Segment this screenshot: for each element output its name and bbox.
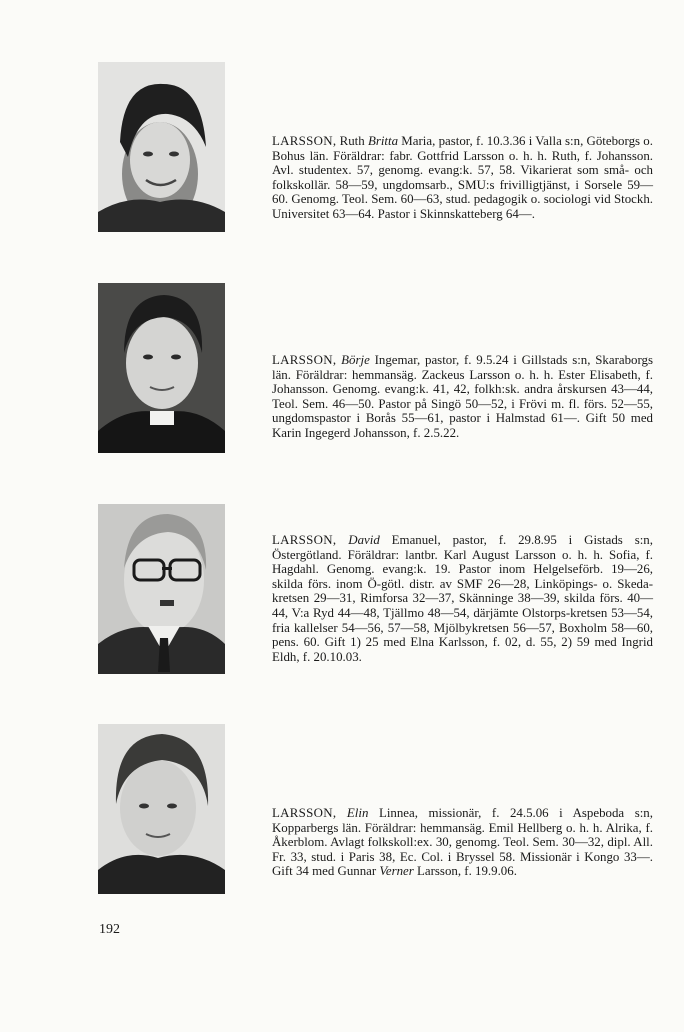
portrait-photo-ruth: [98, 62, 225, 232]
biography-text-ruth: LARSSON, Ruth Britta Maria, pastor, f. 10.3.36 i Valla s:n, Göteborgs o. Bohus län. Föräldrar: fabr. Gottfrid Larsson o. h. h. Ruth, f. Johansson. Avl. studentex. 57, genomg. evang:k. 57, 58. Vikarierat som små- och folkskollär. 58—59, ungdomsarb., SMU:s frivilligtjänst, i Sorsele 59—60. Genomg. Teol. Sem. 60—63, stud. pedagogik o. sociologi vid Stockh. Universitet 63—64. Pastor i Skinnskatteberg 64—.: [272, 134, 653, 221]
biography-text-borje: LARSSON, Börje Ingemar, pastor, f. 9.5.24 i Gillstads s:n, Skaraborgs län. Föräldrar: hemmansäg. Zackeus Larsson o. h. h. Ester Elisabeth, f. Johansson. Genomg. evang:k. 41, 42, folkh:sk. andra årskursen 43—44, Teol. Sem. 46—50. Pastor på Singö 50—52, i Frövi m. fl. förs. 52—55, ungdomspastor i Borås 55—61, pastor i Halmstad 61—. Gift 50 med Karin Ingegerd Johansson, f. 2.5.22.: [272, 353, 654, 440]
biography-text-elin: LARSSON, Elin Linnea, missionär, f. 24.5.06 i Aspeboda s:n, Kopparbergs län. Föräldrar: hemmansäg. Emil Hellberg o. h. h. Alrika, f. Åkerblom. Avlagt folkskoll:ex. 30, genomg. Teol. Sem. 30—32, dipl. All. Fr. 33, stud. i Paris 38, Ec. Col. i Bryssel 58. Missionär i Kongo 33—. Gift 34 med Gunnar Verner Larsson, f. 19.9.06.: [272, 806, 653, 879]
portrait-man-glasses-icon: [98, 504, 225, 674]
portrait-man-icon: [98, 283, 225, 453]
biography-text-david: LARSSON, David Emanuel, pastor, f. 29.8.95 i Gistads s:n, Östergötland. Föräldrar: lantbr. Karl August Larsson o. h. h. Sofia, f. Hagdahl. Genomg. evang:k. 19. Pastor inom Helgelseförb. 19—26, skilda förs. inom Ö-götl. distr. av SMF 26—28, Linköpings- o. Skeda-kretsen 29—31, Rimforsa 32—37, Skänninge 38—39, skilda förs. 40—44, V:a Ryd 44—48, Tjällmo 48—54, därjämte Olstorps-kretsen 53—54, fria kallelser 54—56, 57—58, Mjölbykretsen 56—57, Boxholm 58—60, pens. 60. Gift 1) 25 med Elna Karlsson, f. 02, d. 55, 2) 59 med Ingrid Eldh, f. 20.10.03.: [272, 533, 653, 664]
page-number: 192: [99, 922, 120, 937]
portrait-woman-older-icon: [98, 724, 225, 894]
portrait-photo-elin: [98, 724, 225, 894]
portrait-photo-borje: [98, 283, 225, 453]
portrait-woman-icon: [98, 62, 225, 232]
portrait-photo-david: [98, 504, 225, 674]
